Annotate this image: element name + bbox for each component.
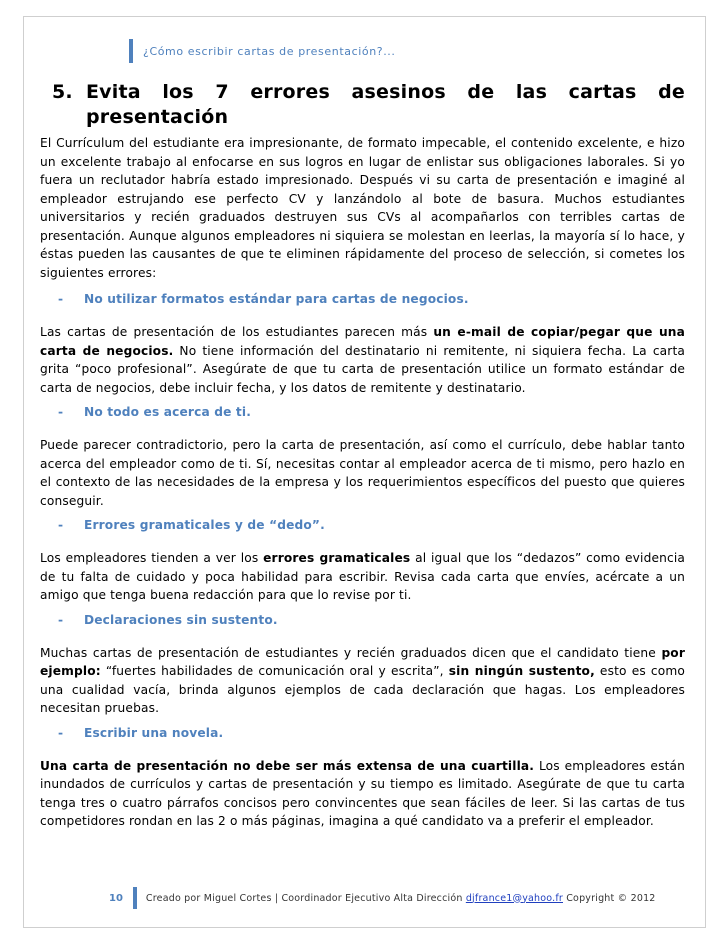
header-title: ¿Cómo escribir cartas de presentación?... xyxy=(143,44,396,58)
bullet-dash: - xyxy=(58,405,64,419)
page-number: 10 xyxy=(109,892,123,904)
section-heading xyxy=(52,80,685,130)
section-paragraph: Puede parecer contradictorio, pero la carta de presentación, así como el currículo, debe hablar tanto acerca del empleador como de ti. Sí, necesitas contar al empleador acerca de ti mismo, pero hazlo en el contexto de las necesidades de la empresa y los requerimientos específicos del puesto que quieres conseguir. xyxy=(40,438,685,508)
footer-text: Creado por Miguel Cortes | Coordinador Ejecutivo Alta Dirección djfrance1@yahoo.fr Copyright © 2012 xyxy=(145,892,656,904)
heading-title xyxy=(86,80,685,130)
heading-number: 5. xyxy=(52,81,73,103)
footer-email-link[interactable]: djfrance1@yahoo.fr xyxy=(465,892,563,904)
bullet-item xyxy=(58,292,685,314)
footer-accent-bar xyxy=(133,887,137,909)
bullet-dash: - xyxy=(58,292,64,306)
heading-line-2: presentación xyxy=(86,106,229,128)
bullet-title: Escribir una novela. xyxy=(84,725,224,740)
header-accent-bar xyxy=(129,39,133,63)
bullet-item xyxy=(58,726,685,748)
page-header xyxy=(129,39,396,63)
bullet-title: Declaraciones sin sustento. xyxy=(84,612,278,627)
heading-line-1: Evita los 7 errores asesinos de las cartas de xyxy=(86,81,685,103)
bullet-dash: - xyxy=(58,612,64,627)
section-paragraph: Una carta de presentación no debe ser más extensa de una cuartilla. Los empleadores están inundados de currículos y cartas de presentación y su tiempo es limitado. Asegúrate de que tu carta tenga tres o cuatro párrafos concisos pero convincentes que sean fáciles de leer. Si las cartas de tus competidores rondan en las 2 o más páginas, imagina a qué candidato va a preferir el empleador. xyxy=(40,758,685,828)
bullet-item xyxy=(58,613,685,635)
section-paragraph: Las cartas de presentación de los estudiantes parecen más un e-mail de copiar/pegar que una carta de negocios. No tiene información del destinatario ni remitente, ni siquiera fecha. La carta grita “poco profesional”. Asegúrate de que tu carta de presentación utilice un formato estándar de carta de negocios, debe incluir fecha, y los datos de remitente y destinatario. xyxy=(40,325,686,395)
page-footer xyxy=(109,886,656,910)
bullet-dash: - xyxy=(58,725,64,740)
main-content xyxy=(40,80,685,831)
bullet-title: No todo es acerca de ti. xyxy=(84,405,252,419)
bullet-item xyxy=(58,518,685,540)
section-paragraph: Muchas cartas de presentación de estudiantes y recién graduados dicen que el candidato tiene por ejemplo: “fuertes habilidades de comunicación oral y escrita”, sin ningún sustento, esto es como una cualidad vacía, brinda algunos ejemplos de cada declaración que hagas. Los empleadores necesitan pruebas. xyxy=(40,645,685,715)
bullet-title: No utilizar formatos estándar para cartas de negocios. xyxy=(84,292,469,306)
section-paragraph: Los empleadores tienden a ver los errores gramaticales al igual que los “dedazos” como evidencia de tu falta de cuidado y poca habilidad para escribir. Revisa cada carta que envíes, acércate a un amigo que tenga buena redacción para que lo revise por ti. xyxy=(40,551,685,602)
bullet-title: Errores gramaticales y de “dedo”. xyxy=(84,518,325,532)
bullet-item xyxy=(58,405,685,427)
intro-paragraph: El Currículum del estudiante era impresionante, de formato impecable, el contenido excelente, e hizo un excelente trabajo al enfocarse en sus logros en lugar de enlistar sus obligaciones laborales. Si yo fuera un reclutador habría estado impresionado. Después vi su carta de presentación e imaginé al empleador estrujando ese perfecto CV y lanzándolo al bote de basura. Muchos estudiantes universitarios y recién graduados destruyen sus CVs al acompañarlos con terribles cartas de presentación. Aunque algunos empleadores ni siquiera se molestan en leerlas, la mayoría sí lo hace, y éstas pueden las causantes de que te eliminen rápidamente del proceso de selección, si cometes los siguientes errores: xyxy=(40,136,685,280)
bullet-dash: - xyxy=(58,518,64,532)
